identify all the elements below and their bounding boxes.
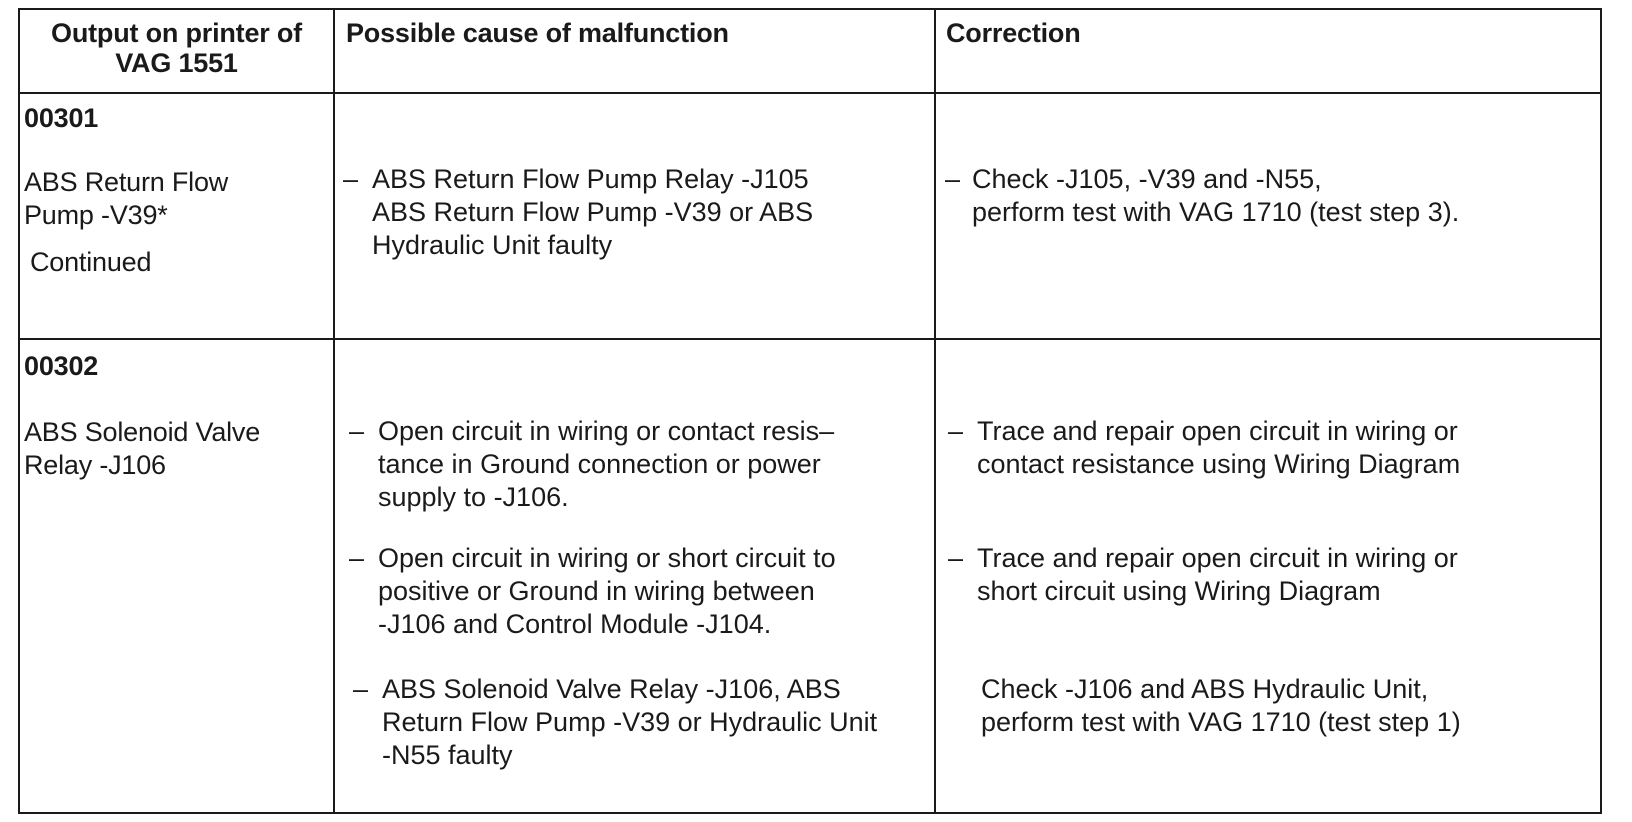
header-output-line1: Output on printer of xyxy=(51,18,302,48)
correction-line: Check -J105, -V39 and -N55, xyxy=(972,164,1322,194)
correction-line: perform test with VAG 1710 (test step 3). xyxy=(972,197,1460,227)
correction-line: Check -J106 and ABS Hydraulic Unit, xyxy=(981,674,1429,704)
bullet-dash: – xyxy=(349,416,365,446)
header-possible-cause: Possible cause of malfunction xyxy=(346,18,729,48)
component-line: Relay -J106 xyxy=(24,450,166,480)
cause-line: ABS Return Flow Pump -V39 or ABS xyxy=(372,197,814,227)
component-line: ABS Return Flow xyxy=(24,167,229,197)
cause-line: supply to -J106. xyxy=(378,482,569,512)
cause-line: -J106 and Control Module -J104. xyxy=(378,609,772,639)
bullet-dash: – xyxy=(353,674,369,704)
column-divider-2 xyxy=(934,8,936,814)
header-correction: Correction xyxy=(946,18,1081,48)
component-continued: Continued xyxy=(30,247,152,277)
correction-line: Trace and repair open circuit in wiring or xyxy=(977,416,1458,446)
cause-line: Return Flow Pump -V39 or Hydraulic Unit xyxy=(382,707,878,737)
cause-line: ABS Return Flow Pump Relay -J105 xyxy=(372,164,809,194)
correction-line: perform test with VAG 1710 (test step 1) xyxy=(981,707,1461,737)
row-divider xyxy=(18,338,1602,340)
column-divider-1 xyxy=(333,8,335,814)
cause-line: positive or Ground in wiring between xyxy=(378,576,815,606)
bullet-dash: – xyxy=(948,416,964,446)
bullet-dash: – xyxy=(343,164,359,194)
row-code-00301: 00301 xyxy=(24,103,99,133)
bullet-dash: – xyxy=(945,164,961,194)
cause-line: ABS Solenoid Valve Relay -J106, ABS xyxy=(382,674,841,704)
cause-line: tance in Ground connection or power xyxy=(378,449,821,479)
correction-line: short circuit using Wiring Diagram xyxy=(977,576,1381,606)
bullet-dash: – xyxy=(948,543,964,573)
bullet-dash: – xyxy=(349,543,365,573)
cause-line: Open circuit in wiring or short circuit to xyxy=(378,543,836,573)
cause-line: -N55 faulty xyxy=(382,740,513,770)
header-divider xyxy=(18,92,1602,94)
row-code-00302: 00302 xyxy=(24,351,99,381)
correction-line: contact resistance using Wiring Diagram xyxy=(977,449,1461,479)
cause-line: Open circuit in wiring or contact resis– xyxy=(378,416,835,446)
correction-line: Trace and repair open circuit in wiring or xyxy=(977,543,1458,573)
header-output-line2: VAG 1551 xyxy=(115,48,238,78)
component-line: ABS Solenoid Valve xyxy=(24,417,261,447)
cause-line: Hydraulic Unit faulty xyxy=(372,230,613,260)
component-line: Pump -V39* xyxy=(24,200,168,230)
